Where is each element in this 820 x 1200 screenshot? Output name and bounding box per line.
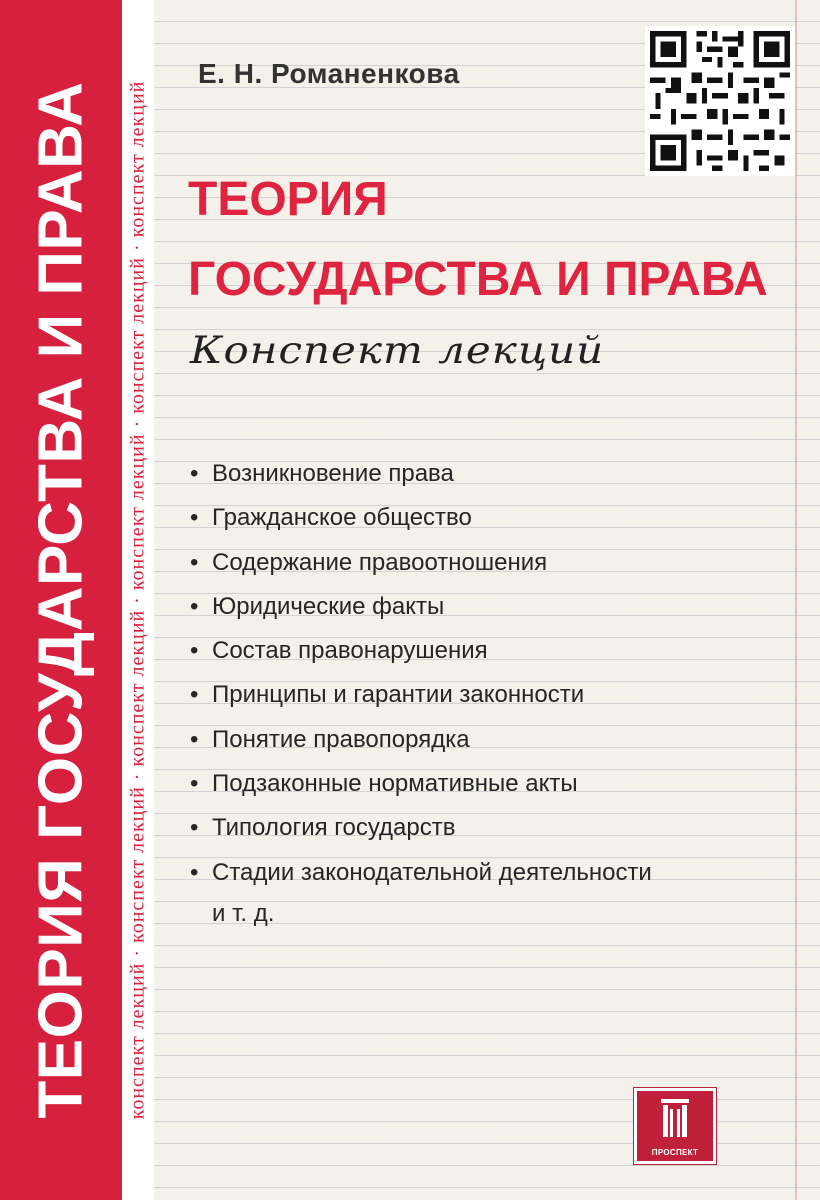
list-item	[190, 452, 652, 496]
topics-list	[190, 452, 652, 895]
list-item	[190, 851, 652, 895]
publisher-name: ПРОСПЕКТ	[651, 1148, 699, 1157]
topic-label: Состав правонарушения	[212, 637, 488, 665]
list-item	[190, 496, 652, 540]
topics-etc: и т. д.	[212, 900, 275, 927]
topic-label: Типология государств	[212, 814, 456, 842]
bullet-icon: •	[190, 637, 199, 665]
qr-code-icon	[645, 26, 795, 176]
list-item	[190, 629, 652, 673]
list-item	[190, 806, 652, 850]
topic-label: Юридические факты	[212, 592, 445, 620]
topic-label: Принципы и гарантии законности	[212, 681, 585, 709]
topic-label: Содержание правоотношения	[212, 548, 548, 576]
author-name: Е. Н. Романенкова	[198, 58, 460, 89]
book-subtitle: Конспект лекций	[190, 328, 605, 373]
paper-margin-line	[795, 0, 797, 1200]
bullet-icon: •	[190, 681, 199, 709]
bullet-icon: •	[190, 770, 199, 798]
bullet-icon: •	[190, 592, 199, 620]
topic-label: Гражданское общество	[212, 504, 472, 532]
bullet-icon: •	[190, 548, 199, 576]
bullet-icon: •	[190, 814, 199, 842]
topic-label: Понятие правопорядка	[212, 725, 470, 753]
publisher-logo	[634, 1088, 716, 1164]
spine-subtitle: конспект лекций · конспект лекций · конспект лекций · конспект лекций · конспект лекций · конспект лекций	[126, 80, 149, 1120]
building-icon	[637, 1091, 713, 1147]
bullet-icon: •	[190, 460, 199, 487]
bullet-icon: •	[190, 504, 199, 532]
spine-subtitle-strip	[122, 0, 154, 1200]
list-item	[190, 762, 652, 806]
bullet-icon: •	[190, 858, 199, 886]
topic-label: Возникновение права	[212, 460, 454, 487]
topic-label: Стадии законодательной деятельности	[212, 858, 652, 886]
topic-label: Подзаконные нормативные акты	[212, 770, 578, 798]
list-item	[190, 673, 652, 717]
book-title	[188, 160, 768, 320]
book-title-line-2: ГОСУДАРСТВА И ПРАВА	[188, 253, 768, 306]
spine-title: ТЕОРИЯ ГОСУДАРСТВА И ПРАВА	[26, 81, 96, 1119]
list-item	[190, 718, 652, 762]
list-item	[190, 541, 652, 585]
list-item	[190, 585, 652, 629]
bullet-icon: •	[190, 725, 199, 753]
book-title-line-1: ТЕОРИЯ	[188, 173, 388, 226]
spine-band	[0, 0, 122, 1200]
